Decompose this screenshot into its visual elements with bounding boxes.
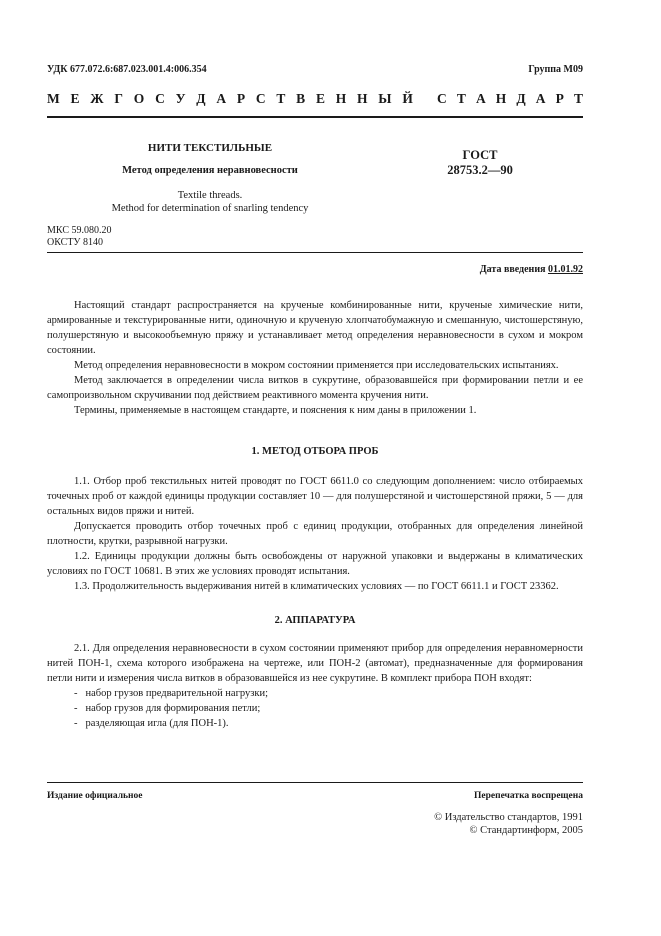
section-2-text (47, 641, 583, 731)
standard-banner (47, 91, 583, 107)
intro-text (47, 298, 583, 418)
list-item: - разделяющая игла (для ПОН-1). (74, 718, 229, 729)
section-1-text (47, 474, 583, 594)
document-title: НИТИ ТЕКСТИЛЬНЫЕ (147, 142, 273, 154)
section-2-paragraph: 2.1. Для определения неравновесности в сухом состоянии применяют прибор для определения неравномерности нитей ПОН-1, схема которого изображена на чертеже, или ПОН-2 (автомат), предназначенные для формирования петли нити и измерения числа витков в образовавшейся из нее сукрутине. В комплект прибора ПОН входят: (47, 643, 583, 684)
effective-date-label: Дата введения (479, 264, 546, 275)
reprint-prohibited-label: Перепечатка воспрещена (473, 791, 583, 801)
copyright-line: © Стандартинформ, 2005 (469, 825, 583, 836)
english-title-line2: Method for determination of snarling tendency (111, 203, 309, 214)
banner-word-standard: С Т А Н Д А Р Т (437, 91, 583, 106)
group-code: Группа М09 (528, 64, 583, 75)
list-item: - набор грузов предварительной нагрузки; (74, 688, 269, 699)
copyright-block (434, 811, 583, 837)
codes-rule (47, 252, 583, 253)
section-1-paragraph: Допускается проводить отбор точечных проб с единиц продукции, отобранных для определения линейной плотности, крутки, разрывной нагрузки. (47, 521, 583, 547)
section-1-paragraph: 1.1. Отбор проб текстильных нитей проводят по ГОСТ 6611.0 со следующим дополнением: число отбираемых точечных проб от каждой единицы продукции составляет 10 — для полушерстяной и чистошерстяной пряжи, 5 — для остальных видов пряжи и нитей. (47, 476, 583, 517)
section-1-heading: 1. МЕТОД ОТБОРА ПРОБ (251, 446, 379, 457)
header-rule (47, 116, 583, 118)
intro-paragraph: Метод заключается в определении числа витков в сукрутине, образовавшейся при формировании петли и ее самопроизвольном скручивании под действием реактивного момента кручения нити. (47, 375, 583, 401)
footer-rule (47, 782, 583, 783)
banner-word-interstate: М Е Ж Г О С У Д А Р С Т В Е Н Н Ы Й (47, 91, 413, 106)
effective-date-value: 01.01.92 (548, 264, 583, 275)
english-title-line1: Textile threads. (177, 190, 243, 201)
udk-code: УДК 677.072.6:687.023.001.4:006.354 (47, 64, 207, 75)
okstu-code: ОКСТУ 8140 (47, 236, 104, 248)
english-title (70, 189, 350, 215)
gost-number: 28753.2—90 (447, 163, 513, 177)
copyright-line: © Издательство стандартов, 1991 (434, 812, 583, 823)
official-edition-label: Издание официальное (47, 791, 143, 801)
section-1-paragraph: 1.2. Единицы продукции должны быть освобождены от наружной упаковки и выдержаны в климатических условиях по ГОСТ 10681. В этих же условиях проводят испытания. (47, 551, 583, 577)
section-2-heading: 2. АППАРАТУРА (274, 615, 356, 626)
section-1-paragraph: 1.3. Продолжительность выдерживания нитей в климатических условиях — по ГОСТ 6611.1 и ГОСТ 23362. (74, 581, 559, 592)
intro-paragraph: Настоящий стандарт распространяется на крученые комбинированные нити, крученые химические нити, армированные и текстурированные нити, одиночную и крученую хлопчатобумажную и смешанную, чистошерстяную, полушерстяную и высокообъемную пряжу и устанавливает метод определения неравновесности в сухом и мокром состоянии. (47, 300, 583, 356)
intro-paragraph: Термины, применяемые в настоящем стандарте, и пояснения к ним даны в приложении 1. (74, 405, 477, 416)
gost-label: ГОСТ (462, 148, 498, 162)
document-subtitle: Метод определения неравновесности (122, 165, 298, 176)
effective-date (480, 264, 583, 275)
list-item: - набор грузов для формирования петли; (74, 703, 261, 714)
classification-codes (47, 225, 111, 248)
mks-code: МКС 59.080.20 (47, 225, 112, 236)
intro-paragraph: Метод определения неравновесности в мокром состоянии применяется при исследовательских испытаниях. (74, 360, 559, 371)
gost-designation (440, 148, 520, 178)
